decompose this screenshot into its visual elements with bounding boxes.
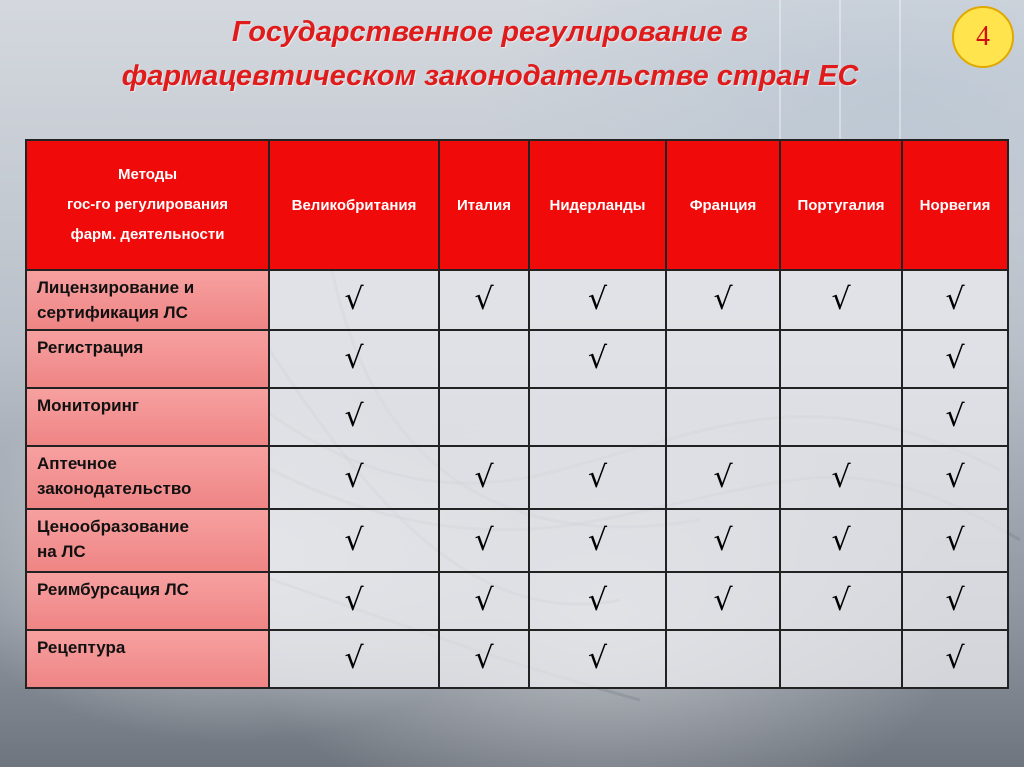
row-label — [26, 446, 269, 509]
header-country: Великобритания — [269, 140, 439, 270]
check-cell — [902, 330, 1008, 388]
checkmark-icon: √ — [587, 341, 608, 376]
checkmark-icon: √ — [945, 282, 965, 317]
page-number: 4 — [976, 21, 990, 52]
header-country: Португалия — [780, 140, 902, 270]
page-number-badge — [952, 6, 1014, 68]
check-cell — [666, 446, 780, 509]
row-label — [26, 630, 269, 688]
check-cell — [780, 630, 902, 688]
header-country: Италия — [439, 140, 529, 270]
checkmark-icon: √ — [713, 459, 733, 495]
row-label — [26, 572, 269, 630]
header-methods — [26, 140, 269, 270]
checkmark-icon: √ — [713, 583, 733, 618]
row-label — [26, 330, 269, 388]
row-label-line: Рецептура — [37, 638, 126, 657]
check-cell — [902, 630, 1008, 688]
checkmark-icon: √ — [474, 459, 494, 495]
check-cell — [529, 270, 666, 330]
check-cell — [439, 388, 529, 446]
check-cell — [439, 270, 529, 330]
title-line-1: Государственное регулирование в — [231, 16, 749, 48]
checkmark-icon: √ — [945, 522, 965, 558]
checkmark-icon: √ — [344, 459, 364, 495]
row-label-line: Лицензирование и — [37, 278, 195, 297]
check-cell — [780, 388, 902, 446]
check-cell — [269, 509, 439, 572]
row-label-line: Регистрация — [37, 338, 144, 357]
checkmark-icon: √ — [945, 583, 965, 618]
row-label-line: Реимбурсация ЛС — [37, 580, 189, 599]
check-cell — [902, 572, 1008, 630]
check-cell — [666, 270, 780, 330]
table-row — [26, 330, 1008, 388]
header-country: Франция — [666, 140, 780, 270]
check-cell — [780, 446, 902, 509]
check-cell — [529, 572, 666, 630]
check-cell — [780, 270, 902, 330]
checkmark-icon: √ — [713, 282, 733, 317]
checkmark-icon: √ — [945, 399, 965, 434]
check-cell — [666, 330, 780, 388]
table-row — [26, 572, 1008, 630]
checkmark-icon: √ — [831, 459, 851, 495]
header-methods-line: фарм. деятельности — [70, 226, 225, 243]
checkmark-icon: √ — [344, 522, 364, 558]
check-cell — [269, 330, 439, 388]
table-row — [26, 388, 1008, 446]
check-cell — [269, 630, 439, 688]
check-cell — [902, 446, 1008, 509]
checkmark-icon: √ — [344, 641, 364, 676]
check-cell — [529, 509, 666, 572]
check-cell — [902, 509, 1008, 572]
checkmark-icon: √ — [474, 583, 494, 618]
header-country: Нидерланды — [529, 140, 666, 270]
check-cell — [529, 630, 666, 688]
table-row — [26, 630, 1008, 688]
row-label-line: Мониторинг — [37, 396, 139, 415]
row-label — [26, 270, 269, 330]
table-row — [26, 270, 1008, 330]
row-label-line: на ЛС — [37, 542, 86, 561]
check-cell — [780, 330, 902, 388]
row-label-line: Ценообразование — [37, 517, 189, 536]
checkmark-icon: √ — [587, 583, 608, 618]
row-label-line: Аптечное — [37, 454, 117, 473]
check-cell — [902, 388, 1008, 446]
check-cell — [666, 630, 780, 688]
row-label — [26, 509, 269, 572]
check-cell — [269, 270, 439, 330]
header-methods-line: Методы — [117, 166, 178, 183]
check-cell — [529, 330, 666, 388]
row-label-line: законодательство — [37, 479, 192, 498]
checkmark-icon: √ — [945, 641, 965, 676]
regulation-table — [25, 139, 1009, 689]
checkmark-icon: √ — [344, 282, 364, 317]
table-row — [26, 509, 1008, 572]
checkmark-icon: √ — [344, 399, 364, 434]
checkmark-icon: √ — [474, 641, 494, 676]
checkmark-icon: √ — [831, 282, 851, 317]
check-cell — [666, 388, 780, 446]
check-cell — [666, 509, 780, 572]
check-cell — [780, 509, 902, 572]
check-cell — [529, 446, 666, 509]
check-cell — [439, 572, 529, 630]
check-cell — [529, 388, 666, 446]
checkmark-icon: √ — [474, 282, 494, 317]
check-cell — [269, 446, 439, 509]
checkmark-icon: √ — [831, 522, 851, 558]
check-cell — [269, 388, 439, 446]
checkmark-icon: √ — [587, 282, 608, 317]
table-header-row — [26, 140, 1008, 270]
check-cell — [269, 572, 439, 630]
checkmark-icon: √ — [713, 522, 733, 558]
check-cell — [439, 509, 529, 572]
title-line-2: фармацевтическом законодательстве стран ЕС — [121, 60, 859, 92]
checkmark-icon: √ — [587, 641, 608, 676]
checkmark-icon: √ — [344, 583, 364, 618]
row-label — [26, 388, 269, 446]
check-cell — [666, 572, 780, 630]
header-methods-line: гос-го регулирования — [66, 196, 229, 213]
check-cell — [439, 446, 529, 509]
checkmark-icon: √ — [945, 341, 965, 376]
checkmark-icon: √ — [474, 522, 494, 558]
check-cell — [439, 330, 529, 388]
slide-title — [40, 10, 940, 98]
row-label-line: сертификация ЛС — [37, 303, 188, 322]
check-cell — [439, 630, 529, 688]
checkmark-icon: √ — [945, 459, 965, 495]
header-country: Норвегия — [902, 140, 1008, 270]
check-cell — [780, 572, 902, 630]
checkmark-icon: √ — [587, 522, 608, 558]
checkmark-icon: √ — [587, 459, 608, 495]
checkmark-icon: √ — [831, 583, 851, 618]
checkmark-icon: √ — [344, 341, 364, 376]
check-cell — [902, 270, 1008, 330]
table-row — [26, 446, 1008, 509]
